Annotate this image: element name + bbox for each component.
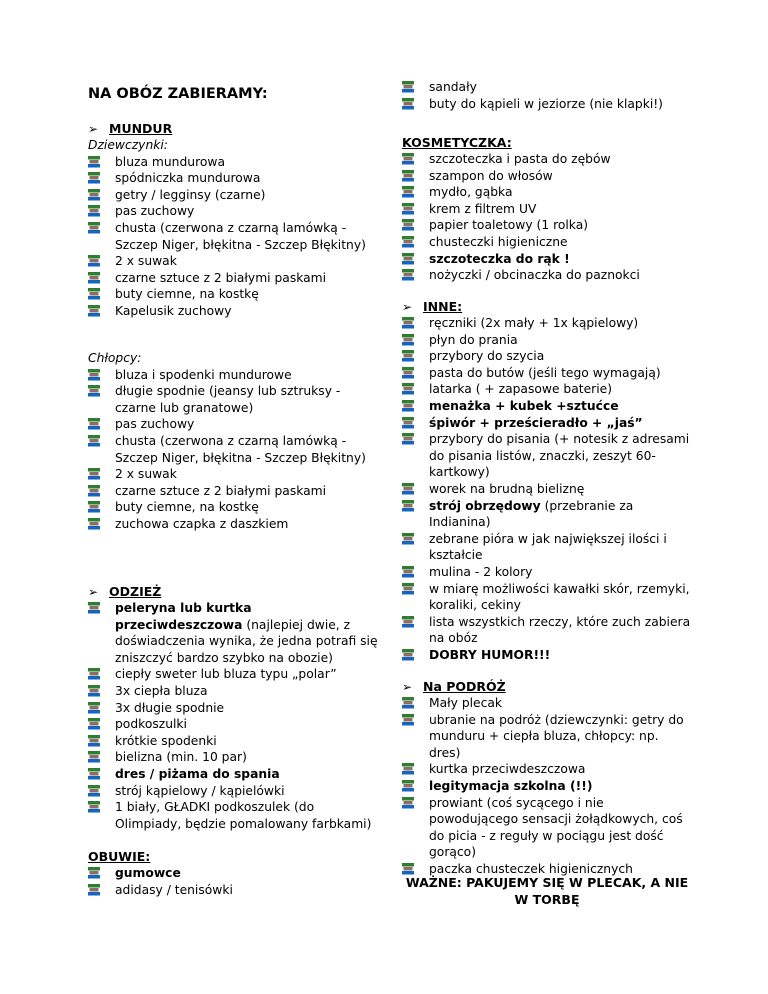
section-obuwie bbox=[88, 848, 378, 898]
list-item bbox=[88, 170, 378, 187]
section-heading: OBUWIE: bbox=[88, 849, 151, 864]
stacked-bars-bullet-icon bbox=[88, 172, 100, 184]
stacked-bars-bullet-icon bbox=[402, 697, 414, 709]
page-title: NA OBÓZ ZABIERAMY: bbox=[88, 86, 268, 102]
stacked-bars-bullet-icon bbox=[88, 369, 100, 381]
item-text: 3x ciepła bluza bbox=[115, 683, 208, 698]
item-text: buty ciemne, na kostkę bbox=[115, 287, 259, 302]
list-item bbox=[402, 795, 692, 861]
stacked-bars-bullet-icon bbox=[402, 350, 414, 362]
section-mundur bbox=[88, 120, 378, 320]
stacked-bars-bullet-icon bbox=[88, 884, 100, 896]
list-item bbox=[402, 498, 692, 531]
stacked-bars-bullet-icon bbox=[402, 533, 414, 545]
stacked-bars-bullet-icon bbox=[402, 81, 414, 93]
item-list bbox=[88, 600, 378, 832]
item-text: bluza i spodenki mundurowe bbox=[115, 367, 292, 382]
item-text: buty do kąpieli w jeziorze (nie klapki!) bbox=[429, 96, 663, 111]
stacked-bars-bullet-icon bbox=[402, 616, 414, 628]
item-text-bold: menażka + kubek +sztućce bbox=[429, 398, 619, 413]
item-text: przybory do pisania (+ notesik z adresami do pisania listów, znaczki, zeszyt 60-kartkowy) bbox=[429, 432, 690, 480]
list-item bbox=[88, 882, 378, 899]
list-item bbox=[402, 564, 692, 581]
list-item bbox=[402, 531, 692, 564]
stacked-bars-bullet-icon bbox=[88, 305, 100, 317]
item-text: mydło, gąbka bbox=[429, 185, 513, 200]
item-text: pas zuchowy bbox=[115, 417, 195, 432]
stacked-bars-bullet-icon bbox=[402, 98, 414, 110]
item-text: 2 x suwak bbox=[115, 467, 177, 482]
list-item bbox=[88, 766, 378, 783]
list-item bbox=[402, 315, 692, 332]
stacked-bars-bullet-icon bbox=[88, 501, 100, 513]
stacked-bars-bullet-icon bbox=[402, 236, 414, 248]
stacked-bars-bullet-icon bbox=[88, 468, 100, 480]
list-item bbox=[402, 614, 692, 647]
list-item bbox=[88, 154, 378, 171]
list-item bbox=[402, 381, 692, 398]
item-list bbox=[402, 151, 692, 284]
list-item bbox=[402, 481, 692, 498]
stacked-bars-bullet-icon bbox=[402, 269, 414, 281]
item-list bbox=[88, 865, 378, 898]
item-text: Kapelusik zuchowy bbox=[115, 303, 232, 318]
stacked-bars-bullet-icon bbox=[402, 433, 414, 445]
stacked-bars-bullet-icon bbox=[88, 189, 100, 201]
item-text-bold: legitymacja szkolna (!!) bbox=[429, 778, 593, 793]
item-text: bluza mundurowa bbox=[115, 154, 225, 169]
list-item bbox=[88, 286, 378, 303]
stacked-bars-bullet-icon bbox=[88, 768, 100, 780]
list-item bbox=[88, 783, 378, 800]
list-item bbox=[402, 201, 692, 218]
section-obuwie-cont bbox=[402, 79, 692, 112]
list-item bbox=[402, 647, 692, 664]
stacked-bars-bullet-icon bbox=[402, 367, 414, 379]
stacked-bars-bullet-icon bbox=[402, 483, 414, 495]
stacked-bars-bullet-icon bbox=[88, 255, 100, 267]
item-text: krótkie spodenki bbox=[115, 733, 217, 748]
section-odziez bbox=[88, 583, 378, 832]
stacked-bars-bullet-icon bbox=[88, 222, 100, 234]
list-item bbox=[402, 415, 692, 432]
list-item bbox=[88, 516, 378, 533]
item-text: czarne sztuce z 2 białymi paskami bbox=[115, 483, 327, 498]
item-text: chusta (czerwona z czarną lamówką - Szczep Niger, błękitna - Szczep Błękitny) bbox=[115, 220, 366, 252]
list-item bbox=[402, 234, 692, 251]
list-item bbox=[88, 666, 378, 683]
list-item bbox=[402, 79, 692, 96]
stacked-bars-bullet-icon bbox=[88, 785, 100, 797]
list-item bbox=[402, 251, 692, 268]
list-item bbox=[88, 270, 378, 287]
stacked-bars-bullet-icon bbox=[88, 801, 100, 813]
item-text: płyn do prania bbox=[429, 332, 518, 347]
item-text: zebrane pióra w jak największej ilości i kształcie bbox=[429, 531, 667, 563]
section-mundur-boys bbox=[88, 350, 378, 533]
list-item bbox=[88, 433, 378, 466]
list-item bbox=[88, 799, 378, 832]
item-text: spódniczka mundurowa bbox=[115, 171, 261, 186]
stacked-bars-bullet-icon bbox=[88, 702, 100, 714]
list-item bbox=[402, 365, 692, 382]
stacked-bars-bullet-icon bbox=[88, 735, 100, 747]
stacked-bars-bullet-icon bbox=[402, 383, 414, 395]
stacked-bars-bullet-icon bbox=[402, 186, 414, 198]
item-text-bold: śpiwór + prześcieradło + „jaś” bbox=[429, 415, 643, 430]
list-item bbox=[402, 267, 692, 284]
item-text: worek na brudną bieliznę bbox=[429, 481, 585, 496]
item-text: (przebranie za Indianina) bbox=[429, 498, 634, 530]
stacked-bars-bullet-icon bbox=[88, 272, 100, 284]
stacked-bars-bullet-icon bbox=[88, 418, 100, 430]
item-text: długie spodnie (jeansy lub sztruksy - czarne lub granatowe) bbox=[115, 384, 341, 415]
item-text: w miarę możliwości kawałki skór, rzemyki, koraliki, cekiny bbox=[429, 581, 690, 613]
item-text: ręczniki (2x mały + 1x kąpielowy) bbox=[429, 316, 639, 330]
stacked-bars-bullet-icon bbox=[88, 385, 100, 397]
item-text: getry / legginsy (czarne) bbox=[115, 187, 266, 202]
stacked-bars-bullet-icon bbox=[88, 867, 100, 879]
item-text: 1 biały, GŁADKI podkoszulek (do Olimpiady, będzie pomalowany farbkami) bbox=[115, 800, 372, 831]
list-item bbox=[88, 367, 378, 384]
stacked-bars-bullet-icon bbox=[88, 435, 100, 447]
list-item bbox=[88, 700, 378, 717]
item-text: kurtka przeciwdeszczowa bbox=[429, 762, 586, 777]
section-inne bbox=[402, 298, 692, 663]
arrow-bullet-icon: ➢ bbox=[88, 585, 99, 599]
arrow-bullet-icon: ➢ bbox=[88, 122, 99, 136]
subsection-label: Dziewczynki: bbox=[88, 138, 168, 152]
list-item bbox=[402, 712, 692, 762]
item-text: Mały plecak bbox=[429, 696, 503, 710]
item-list bbox=[88, 367, 378, 533]
item-list bbox=[402, 315, 692, 663]
stacked-bars-bullet-icon bbox=[402, 763, 414, 775]
stacked-bars-bullet-icon bbox=[88, 156, 100, 168]
stacked-bars-bullet-icon bbox=[402, 203, 414, 215]
arrow-bullet-icon: ➢ bbox=[402, 300, 413, 314]
item-text-bold: DOBRY HUMOR!!! bbox=[429, 647, 551, 662]
item-text-bold: peleryna lub kurtka przeciwdeszczowa bbox=[115, 601, 252, 632]
item-list bbox=[402, 695, 692, 878]
list-item bbox=[88, 483, 378, 500]
stacked-bars-bullet-icon bbox=[88, 485, 100, 497]
important-note: WAŻNE: PAKUJEMY SIĘ W PLECAK, A NIE W TORBĘ bbox=[405, 875, 689, 907]
stacked-bars-bullet-icon bbox=[88, 668, 100, 680]
stacked-bars-bullet-icon bbox=[402, 219, 414, 231]
item-text: krem z filtrem UV bbox=[429, 201, 537, 216]
arrow-bullet-icon: ➢ bbox=[402, 680, 413, 694]
subsection-label: Chłopcy: bbox=[88, 351, 142, 365]
list-item bbox=[88, 187, 378, 204]
item-text: 2 x suwak bbox=[115, 254, 177, 269]
stacked-bars-bullet-icon bbox=[402, 500, 414, 512]
item-text: szczoteczka i pasta do zębów bbox=[429, 152, 611, 166]
stacked-bars-bullet-icon bbox=[88, 718, 100, 730]
section-heading: Na PODRÓŻ bbox=[423, 679, 506, 694]
item-list bbox=[402, 79, 692, 112]
stacked-bars-bullet-icon bbox=[402, 714, 414, 726]
list-item bbox=[88, 716, 378, 733]
item-text-bold: dres / piżama do spania bbox=[115, 766, 280, 781]
list-item bbox=[402, 168, 692, 185]
item-text: (najlepiej dwie, z doświadczenia wynika, że jedna potrafi się zniszczyć bardzo szybko na obozie) bbox=[115, 617, 378, 665]
list-item bbox=[88, 220, 378, 253]
list-item bbox=[402, 348, 692, 365]
list-item bbox=[88, 683, 378, 700]
item-text: chusta (czerwona z czarną lamówką - Szczep Niger, błękitna - Szczep Błękitny) bbox=[115, 433, 366, 465]
item-text: ubranie na podróż (dziewczynki: getry do munduru + ciepła bluza, chłopcy: np. dres) bbox=[429, 712, 684, 760]
list-item bbox=[88, 383, 378, 416]
item-text: przybory do szycia bbox=[429, 349, 545, 364]
list-item bbox=[402, 761, 692, 778]
item-text: papier toaletowy (1 rolka) bbox=[429, 218, 589, 233]
stacked-bars-bullet-icon bbox=[402, 583, 414, 595]
list-item bbox=[88, 466, 378, 483]
stacked-bars-bullet-icon bbox=[402, 797, 414, 809]
item-text: paczka chusteczek higienicznych bbox=[429, 861, 633, 876]
stacked-bars-bullet-icon bbox=[402, 153, 414, 165]
item-text: adidasy / tenisówki bbox=[115, 882, 233, 897]
list-item bbox=[402, 184, 692, 201]
section-kosmetyczka bbox=[402, 134, 692, 284]
list-item bbox=[88, 303, 378, 320]
item-text: ciepły sweter lub bluza typu „polar” bbox=[115, 667, 337, 682]
list-item bbox=[402, 778, 692, 795]
list-item bbox=[88, 416, 378, 433]
item-text: bielizna (min. 10 par) bbox=[115, 750, 247, 765]
section-podroz bbox=[402, 678, 692, 878]
list-item bbox=[88, 600, 378, 666]
stacked-bars-bullet-icon bbox=[88, 288, 100, 300]
stacked-bars-bullet-icon bbox=[402, 417, 414, 429]
stacked-bars-bullet-icon bbox=[402, 780, 414, 792]
item-text: latarka ( + zapasowe baterie) bbox=[429, 382, 612, 397]
list-item bbox=[402, 217, 692, 234]
item-text: chusteczki higieniczne bbox=[429, 234, 568, 249]
item-text-bold: szczoteczka do rąk ! bbox=[429, 251, 570, 266]
list-item bbox=[402, 96, 692, 113]
item-text: pasta do butów (jeśli tego wymagają) bbox=[429, 365, 661, 380]
item-text-bold: gumowce bbox=[115, 866, 181, 880]
stacked-bars-bullet-icon bbox=[402, 649, 414, 661]
section-heading: ODZIEŻ bbox=[109, 584, 162, 599]
list-item bbox=[402, 431, 692, 481]
item-text: buty ciemne, na kostkę bbox=[115, 500, 259, 515]
item-text: podkoszulki bbox=[115, 717, 187, 732]
stacked-bars-bullet-icon bbox=[88, 518, 100, 530]
item-list bbox=[88, 154, 378, 320]
list-item bbox=[88, 865, 378, 882]
item-text: lista wszystkich rzeczy, które zuch zabiera na obóz bbox=[429, 614, 691, 646]
list-item bbox=[402, 581, 692, 614]
item-text: czarne sztuce z 2 białymi paskami bbox=[115, 270, 327, 285]
section-heading: MUNDUR bbox=[109, 121, 173, 136]
item-text-bold: strój obrzędowy bbox=[429, 498, 541, 513]
stacked-bars-bullet-icon bbox=[402, 253, 414, 265]
item-text: prowiant (coś sycącego i nie powodującego sensacji żołądkowych, coś do picia - z reguły w pociągu jest dość gorąco) bbox=[429, 795, 683, 860]
item-text: 3x długie spodnie bbox=[115, 700, 225, 715]
stacked-bars-bullet-icon bbox=[88, 205, 100, 217]
item-text: mulina - 2 kolory bbox=[429, 564, 533, 579]
list-item bbox=[402, 398, 692, 415]
list-item bbox=[88, 499, 378, 516]
stacked-bars-bullet-icon bbox=[402, 334, 414, 346]
list-item bbox=[402, 151, 692, 168]
stacked-bars-bullet-icon bbox=[88, 685, 100, 697]
item-text: zuchowa czapka z daszkiem bbox=[115, 516, 289, 531]
stacked-bars-bullet-icon bbox=[402, 317, 414, 329]
stacked-bars-bullet-icon bbox=[402, 400, 414, 412]
stacked-bars-bullet-icon bbox=[88, 602, 100, 614]
item-text: strój kąpielowy / kąpielówki bbox=[115, 783, 285, 798]
item-text: nożyczki / obcinaczka do paznokci bbox=[429, 268, 640, 283]
list-item bbox=[88, 253, 378, 270]
list-item bbox=[88, 203, 378, 220]
stacked-bars-bullet-icon bbox=[402, 566, 414, 578]
stacked-bars-bullet-icon bbox=[88, 751, 100, 763]
section-heading: INNE: bbox=[423, 299, 463, 314]
section-heading: KOSMETYCZKA: bbox=[402, 135, 512, 150]
list-item bbox=[88, 733, 378, 750]
list-item bbox=[402, 332, 692, 349]
list-item bbox=[88, 749, 378, 766]
item-text: szampon do włosów bbox=[429, 168, 553, 183]
list-item bbox=[402, 695, 692, 712]
item-text: sandały bbox=[429, 80, 477, 94]
stacked-bars-bullet-icon bbox=[402, 170, 414, 182]
item-text: pas zuchowy bbox=[115, 204, 195, 219]
